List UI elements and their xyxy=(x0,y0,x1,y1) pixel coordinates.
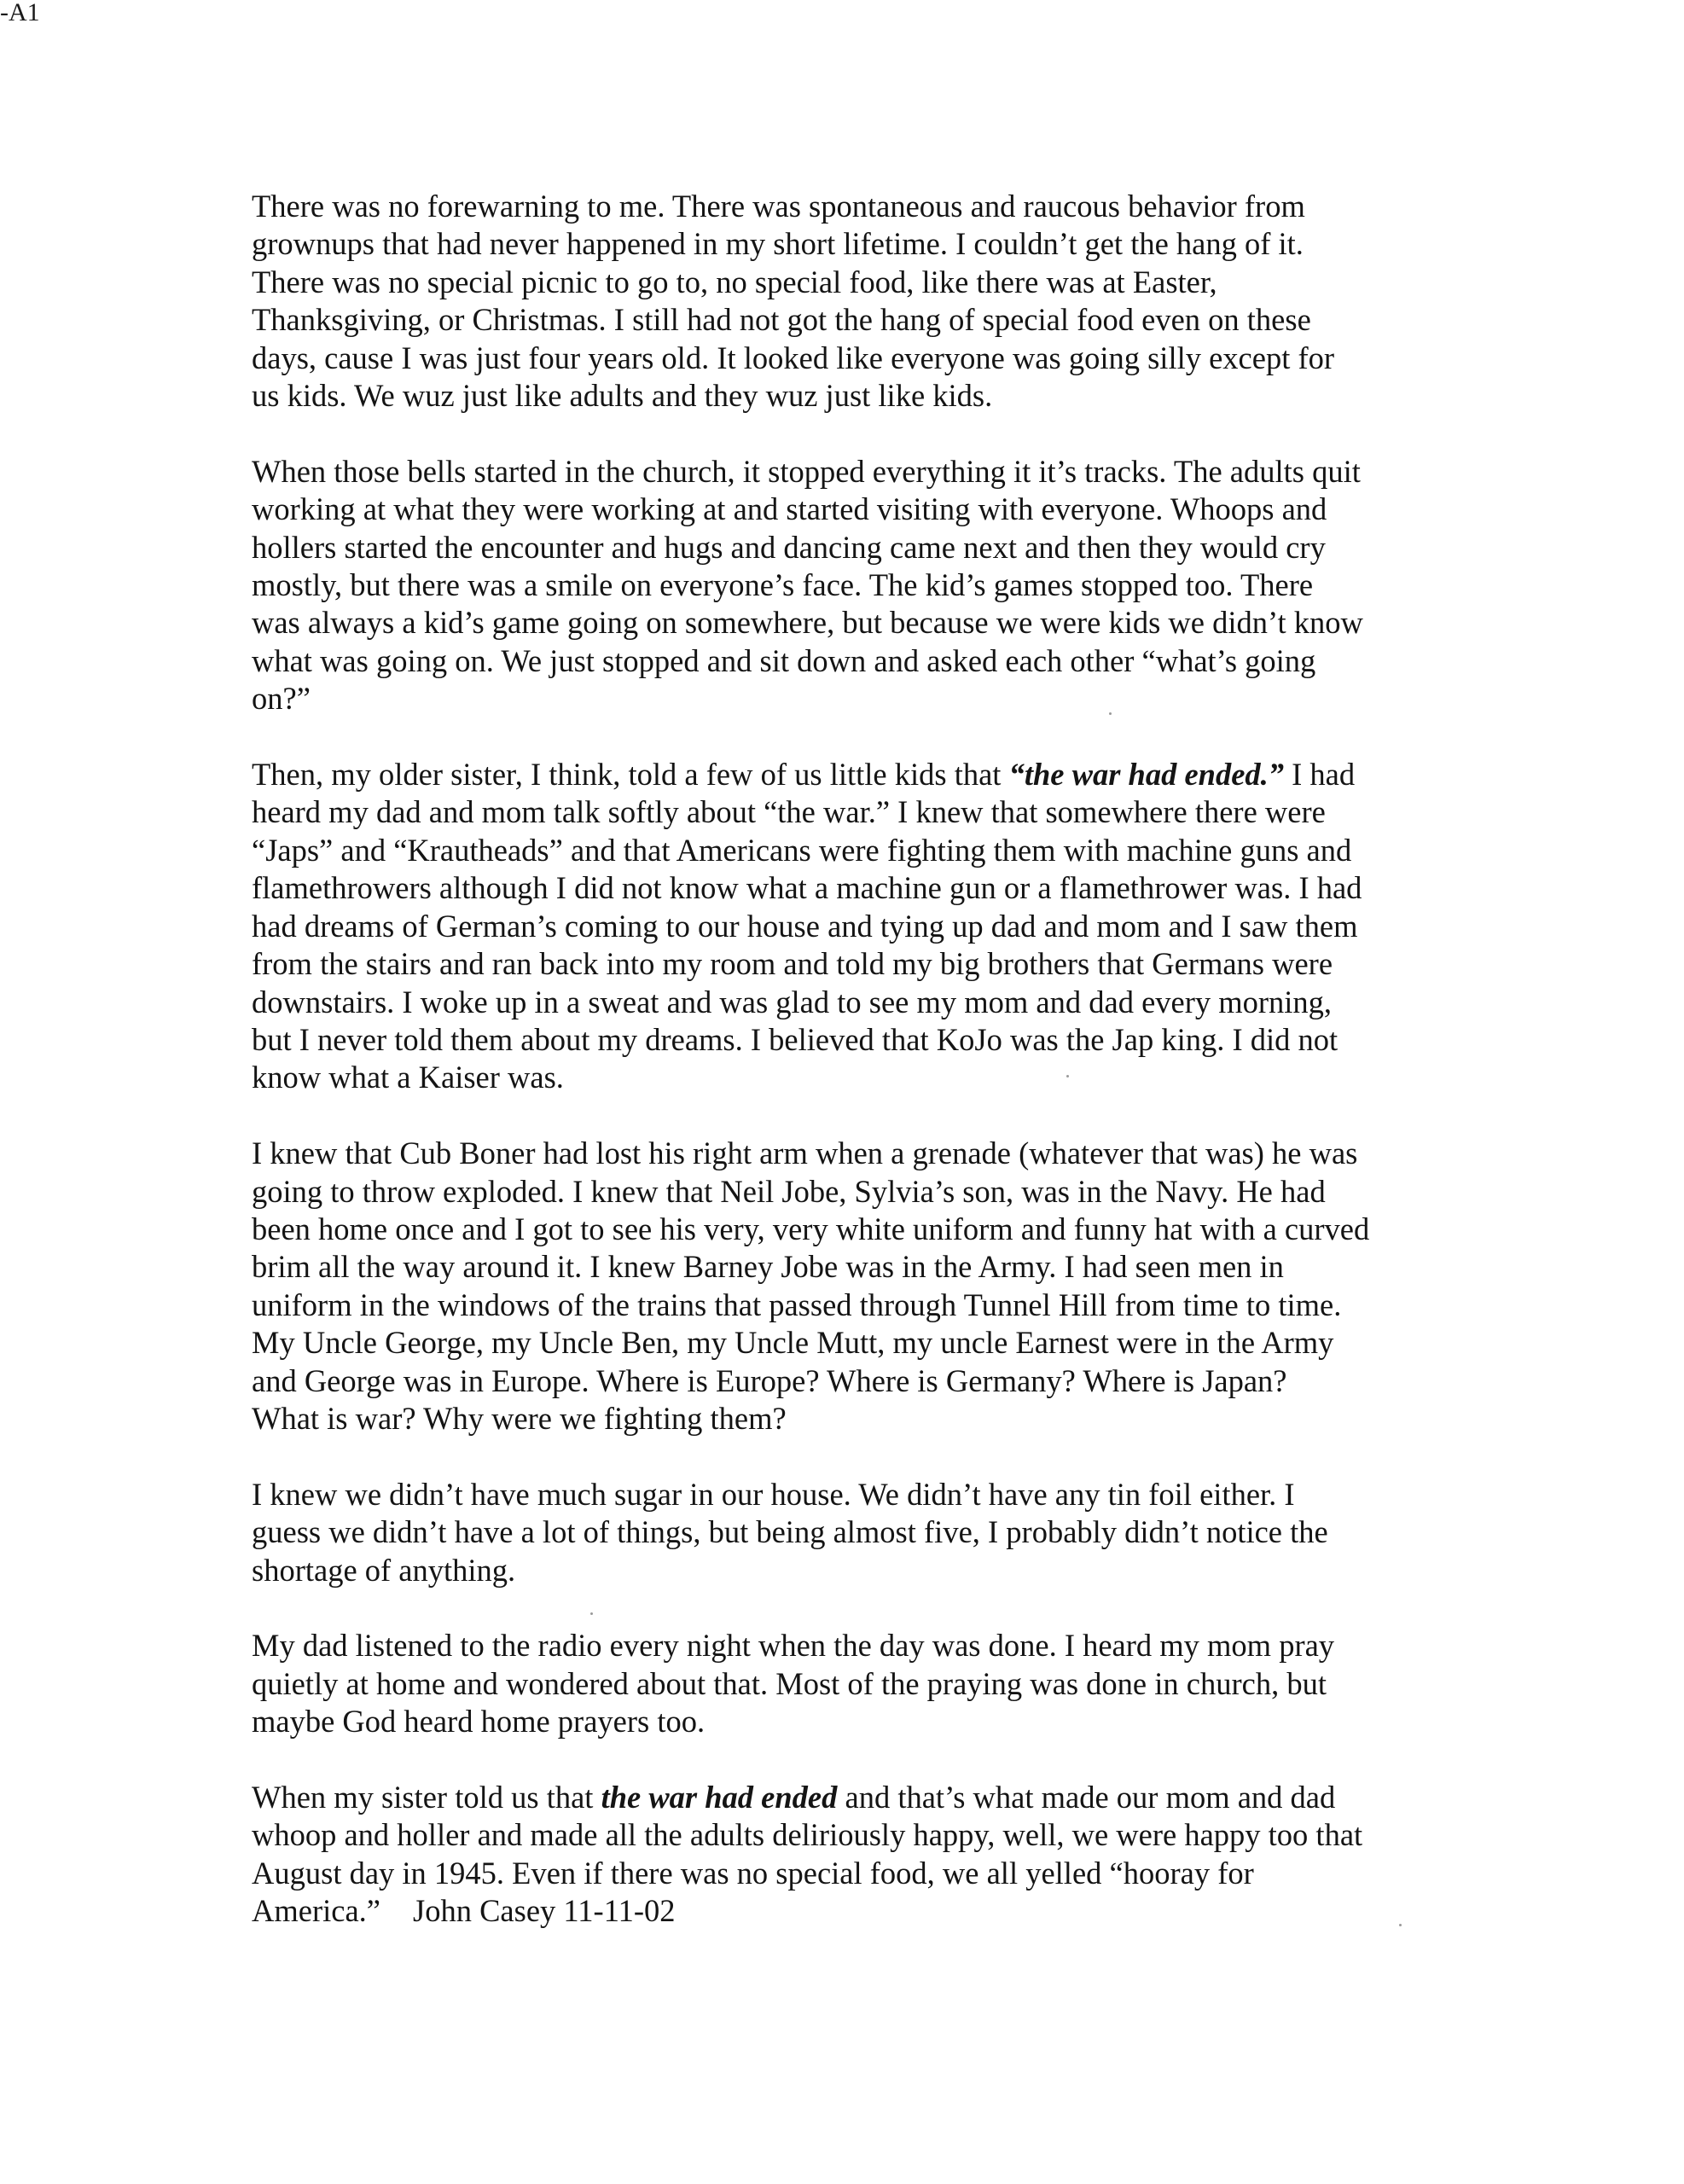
text-run: I had xyxy=(1284,757,1356,793)
text-line: and George was in Europe. Where is Europe? Where is Germany? Where is Japan? xyxy=(252,1362,1287,1398)
text-line: quietly at home and wondered about that. Most of the praying was done in church, but xyxy=(252,1665,1327,1701)
text-line: What is war? Why were we fighting them? xyxy=(252,1400,787,1436)
paragraph-hooray xyxy=(252,1779,1455,1931)
text-line: had dreams of German’s coming to our house and tying up dad and mom and I saw them xyxy=(252,908,1358,944)
text-run: America.” xyxy=(252,1893,380,1929)
text-line: been home once and I got to see his very, very white uniform and funny hat with a curved xyxy=(252,1211,1370,1246)
text-line: going to throw exploded. I knew that Neil Jobe, Sylvia’s son, was in the Navy. He had xyxy=(252,1173,1326,1209)
text-line: “Japs” and “Krautheads” and that Americans were fighting them with machine guns and xyxy=(252,832,1352,868)
text-line: maybe God heard home prayers too. xyxy=(252,1704,706,1740)
text-line: from the stairs and ran back into my room and told my big brothers that Germans were xyxy=(252,946,1333,982)
text-line: guess we didn’t have a lot of things, but being almost five, I probably didn’t notice the xyxy=(252,1514,1328,1550)
text-line: grownups that had never happened in my short lifetime. I couldn’t get the hang of it. xyxy=(252,226,1304,262)
text-line: downstairs. I woke up in a sweat and was glad to see my mom and dad every morning, xyxy=(252,984,1333,1019)
text-line: shortage of anything. xyxy=(252,1552,516,1588)
text-line: My dad listened to the radio every night when the day was done. I heard my mom pray xyxy=(252,1628,1335,1664)
text-line: When those bells started in the church, it stopped everything it it’s tracks. The adults quit xyxy=(252,453,1361,489)
paragraph-forewarning xyxy=(252,188,1455,415)
text-run: When my sister told us that xyxy=(252,1779,601,1815)
text-line: There was no forewarning to me. There was spontaneous and raucous behavior from xyxy=(252,189,1305,224)
paragraph-uncles xyxy=(252,1135,1455,1438)
text-line: us kids. We wuz just like adults and they wuz just like kids. xyxy=(252,378,993,414)
text-line xyxy=(252,1892,1455,1930)
text-line: uniform in the windows of the trains that passed through Tunnel Hill from time to time. xyxy=(252,1287,1342,1322)
text-line: what was going on. We just stopped and sit down and asked each other “what’s going xyxy=(252,642,1316,678)
text-line: days, cause I was just four years old. It looked like everyone was going silly except for xyxy=(252,340,1335,375)
text-line: heard my dad and mom talk softly about “the war.” I knew that somewhere there were xyxy=(252,794,1326,830)
emphasized-phrase: “the war had ended.” xyxy=(1008,757,1285,793)
text-run: Then, my older sister, I think, told a few of us little kids that xyxy=(252,757,1009,793)
text-line: There was no special picnic to go to, no special food, like there was at Easter, xyxy=(252,264,1217,299)
text-line: I knew we didn’t have much sugar in our house. We didn’t have any tin foil either. I xyxy=(252,1476,1295,1512)
text-line: working at what they were working at and started visiting with everyone. Whoops and xyxy=(252,491,1327,527)
text-line xyxy=(252,756,1455,793)
text-line: whoop and holler and made all the adults deliriously happy, well, we were happy too that xyxy=(252,1817,1363,1853)
text-line: flamethrowers although I did not know what a machine gun or a flamethrower was. I had xyxy=(252,870,1362,906)
paragraph-war-ended xyxy=(252,756,1455,1097)
paragraph-sugar xyxy=(252,1476,1455,1589)
text-line: mostly, but there was a smile on everyone’s face. The kid’s games stopped too. There xyxy=(252,567,1314,603)
paragraph-radio xyxy=(252,1627,1455,1740)
text-line: brim all the way around it. I knew Barney Jobe was in the Army. I had seen men in xyxy=(252,1249,1284,1285)
text-line: on?” xyxy=(252,681,311,717)
text-run: and that’s what made our mom and dad xyxy=(837,1779,1336,1815)
text-line: was always a kid’s game going on somewhere, but because we were kids we didn’t know xyxy=(252,605,1363,641)
text-line: My Uncle George, my Uncle Ben, my Uncle Mutt, my uncle Earnest were in the Army xyxy=(252,1325,1334,1361)
emphasized-phrase: the war had ended xyxy=(601,1779,838,1815)
text-line: hollers started the encounter and hugs and dancing came next and then they would cry xyxy=(252,529,1326,565)
memoir-text xyxy=(252,188,1455,1931)
text-line: I knew that Cub Boner had lost his right arm when a grenade (whatever that was) he was xyxy=(252,1136,1358,1171)
author-signature: John Casey 11-11-02 xyxy=(412,1893,676,1929)
corner-mark: -A1 xyxy=(0,0,40,26)
paragraph-church-bells xyxy=(252,453,1455,718)
text-line xyxy=(252,1779,1455,1816)
text-line: August day in 1945. Even if there was no special food, we all yelled “hooray for xyxy=(252,1855,1254,1891)
text-line: know what a Kaiser was. xyxy=(252,1060,564,1095)
text-line: Thanksgiving, or Christmas. I still had not got the hang of special food even on these xyxy=(252,302,1311,338)
text-line: but I never told them about my dreams. I believed that KoJo was the Jap king. I did not xyxy=(252,1021,1338,1057)
